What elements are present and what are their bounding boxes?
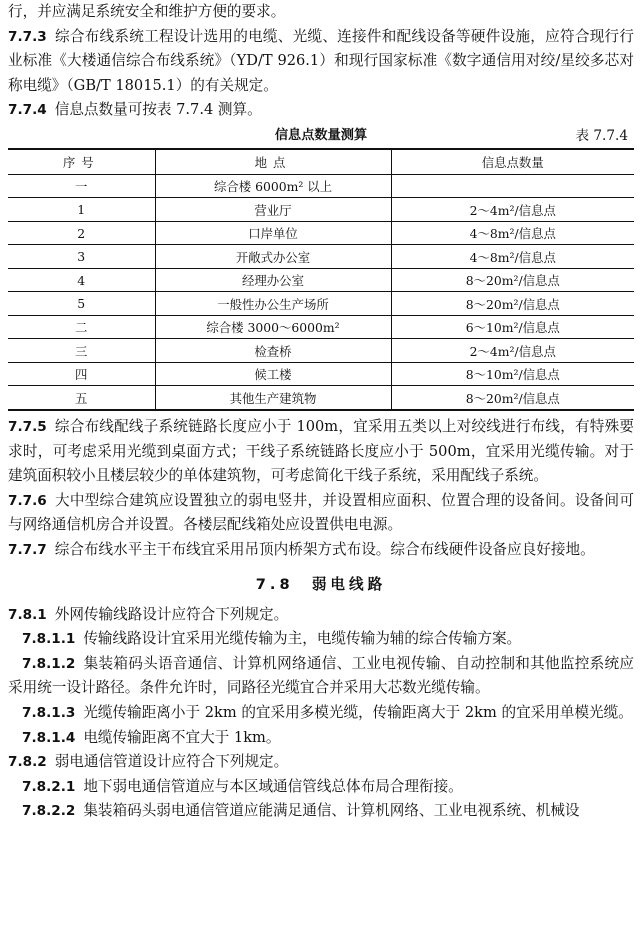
table-row <box>8 315 634 339</box>
clause-7-8-1-4 <box>8 726 634 751</box>
table-title: 信息点数量测算 <box>274 127 368 143</box>
clause-7-8-1-3 <box>8 701 634 726</box>
header-count: 信息点数量 <box>391 149 634 175</box>
clause-number: 7.7.7 <box>8 541 47 558</box>
cell-location: 经理办公室 <box>155 268 391 292</box>
info-point-table <box>8 148 634 411</box>
clause-text: 综合布线系统工程设计选用的电缆、光缆、连接件和配线设备等硬件设施，应符合现行行业标准《大楼通信综合布线系统》（YD/T 926.1）和现行国家标准《数字通信用对绞/星绞多芯对称电缆》（GB/T 18015.1）的有关规定。 <box>8 27 634 94</box>
clause-7-7-3 <box>8 25 634 99</box>
clause-number: 7.8.1.3 <box>22 704 76 721</box>
header-seq: 序号 <box>8 149 155 175</box>
clause-number: 7.8.2.2 <box>22 803 76 820</box>
clause-7-8-1 <box>8 603 634 628</box>
table-row <box>8 221 634 245</box>
cell-seq: 4 <box>8 268 155 292</box>
clause-number: 7.8.2.1 <box>22 778 76 795</box>
clause-text: 光缆传输距离小于 2km 的宜采用多模光缆，传输距离大于 2km 的宜采用单模光缆。 <box>83 703 633 721</box>
clause-7-8-2-2 <box>8 799 634 824</box>
cell-seq: 三 <box>8 339 155 363</box>
cell-count <box>391 174 634 198</box>
clause-number: 7.8.1 <box>8 606 47 623</box>
header-location: 地点 <box>155 149 391 175</box>
clause-number: 7.8.1.1 <box>22 631 76 648</box>
cell-seq: 二 <box>8 315 155 339</box>
clause-7-8-2-1 <box>8 775 634 800</box>
clause-7-7-6 <box>8 489 634 538</box>
clause-text: 集装箱码头弱电通信管道应能满足通信、计算机网络、工业电视系统、机械设 <box>83 802 580 820</box>
clause-number: 7.8.1.4 <box>22 729 76 746</box>
table-row <box>8 386 634 410</box>
table-header-row <box>8 149 634 175</box>
document-page <box>8 0 634 824</box>
table-row <box>8 174 634 198</box>
cell-location: 开敞式办公室 <box>155 245 391 269</box>
clause-number: 7.8.2 <box>8 754 47 771</box>
cell-count: 8～20m²/信息点 <box>391 386 634 410</box>
clause-number: 7.7.6 <box>8 492 47 509</box>
clause-number: 7.7.3 <box>8 28 47 45</box>
clause-text: 弱电通信管道设计应符合下列规定。 <box>54 753 289 771</box>
clause-text: 外网传输线路设计应符合下列规定。 <box>54 605 289 623</box>
cell-seq: 3 <box>8 245 155 269</box>
clause-text: 综合布线配线子系统链路长度应小于 100m，宜采用五类以上对绞线进行布线，有特殊要求时，可考虑采用光缆到桌面方式；干线子系统链路长度应小于 500m，宜采用光缆传输。对于建筑面积较小且楼层较少的单体建筑物，可考虑简化干线子系统，采用配线子系统。 <box>8 417 634 485</box>
cell-location: 检查桥 <box>155 339 391 363</box>
table-caption <box>8 124 634 148</box>
cell-location: 其他生产建筑物 <box>155 386 391 410</box>
cell-count: 8～20m²/信息点 <box>391 268 634 292</box>
cell-seq: 5 <box>8 292 155 316</box>
cell-location: 一般性办公生产场所 <box>155 292 391 316</box>
clause-text: 传输线路设计宜采用光缆传输为主，电缆传输为辅的综合传输方案。 <box>83 630 522 648</box>
clause-text: 综合布线水平主干布线宜采用吊顶内桥架方式布设。综合布线硬件设备应良好接地。 <box>54 540 595 558</box>
table-row <box>8 362 634 386</box>
cell-location: 口岸单位 <box>155 221 391 245</box>
clause-text: 大中型综合建筑应设置独立的弱电竖井，并设置相应面积、位置合理的设备间。设备间可与网络通信机房合并设置。各楼层配线箱处应设置供电电源。 <box>8 491 634 534</box>
table-row <box>8 198 634 222</box>
clause-7-7-7 <box>8 538 634 563</box>
section-number: 7.8 <box>255 575 294 593</box>
table-number: 表 7.7.4 <box>575 127 628 144</box>
cell-count: 4～8m²/信息点 <box>391 245 634 269</box>
clause-7-8-1-1 <box>8 627 634 652</box>
table-row <box>8 339 634 363</box>
clause-text: 集装箱码头语音通信、计算机网络通信、工业电视传输、自动控制和其他监控系统应采用统一设计路径。条件允许时，同路径光缆宜合并采用大芯数光缆传输。 <box>8 654 634 697</box>
cell-seq: 2 <box>8 221 155 245</box>
cell-count: 8～10m²/信息点 <box>391 362 634 386</box>
clause-text: 电缆传输距离不宜大于 1km。 <box>83 728 281 746</box>
cell-location: 综合楼 3000～6000m² <box>155 315 391 339</box>
clause-7-7-5 <box>8 415 634 489</box>
table-row <box>8 268 634 292</box>
cell-seq: 1 <box>8 198 155 222</box>
clause-text: 地下弱电通信管道应与本区域通信管线总体布局合理衔接。 <box>83 777 463 795</box>
clause-number: 7.7.4 <box>8 102 47 119</box>
clause-7-8-2 <box>8 750 634 775</box>
table-row <box>8 292 634 316</box>
section-heading <box>8 573 634 594</box>
clause-number: 7.7.5 <box>8 418 47 435</box>
clause-7-7-4 <box>8 98 634 123</box>
clause-7-8-1-2 <box>8 652 634 701</box>
cell-count: 4～8m²/信息点 <box>391 221 634 245</box>
cell-location: 营业厅 <box>155 198 391 222</box>
section-title: 弱电线路 <box>311 575 387 593</box>
cell-count: 2～4m²/信息点 <box>391 198 634 222</box>
cell-count: 2～4m²/信息点 <box>391 339 634 363</box>
cell-seq: 四 <box>8 362 155 386</box>
continuation-line: 行，并应满足系统安全和维护方便的要求。 <box>8 3 286 20</box>
cell-count: 8～20m²/信息点 <box>391 292 634 316</box>
cell-seq: 一 <box>8 174 155 198</box>
cell-count: 6～10m²/信息点 <box>391 315 634 339</box>
clause-text: 信息点数量可按表 7.7.4 测算。 <box>54 101 262 119</box>
cell-location: 综合楼 6000m² 以上 <box>155 174 391 198</box>
clause-number: 7.8.1.2 <box>22 655 76 672</box>
table-row <box>8 245 634 269</box>
cell-location: 候工楼 <box>155 362 391 386</box>
cell-seq: 五 <box>8 386 155 410</box>
